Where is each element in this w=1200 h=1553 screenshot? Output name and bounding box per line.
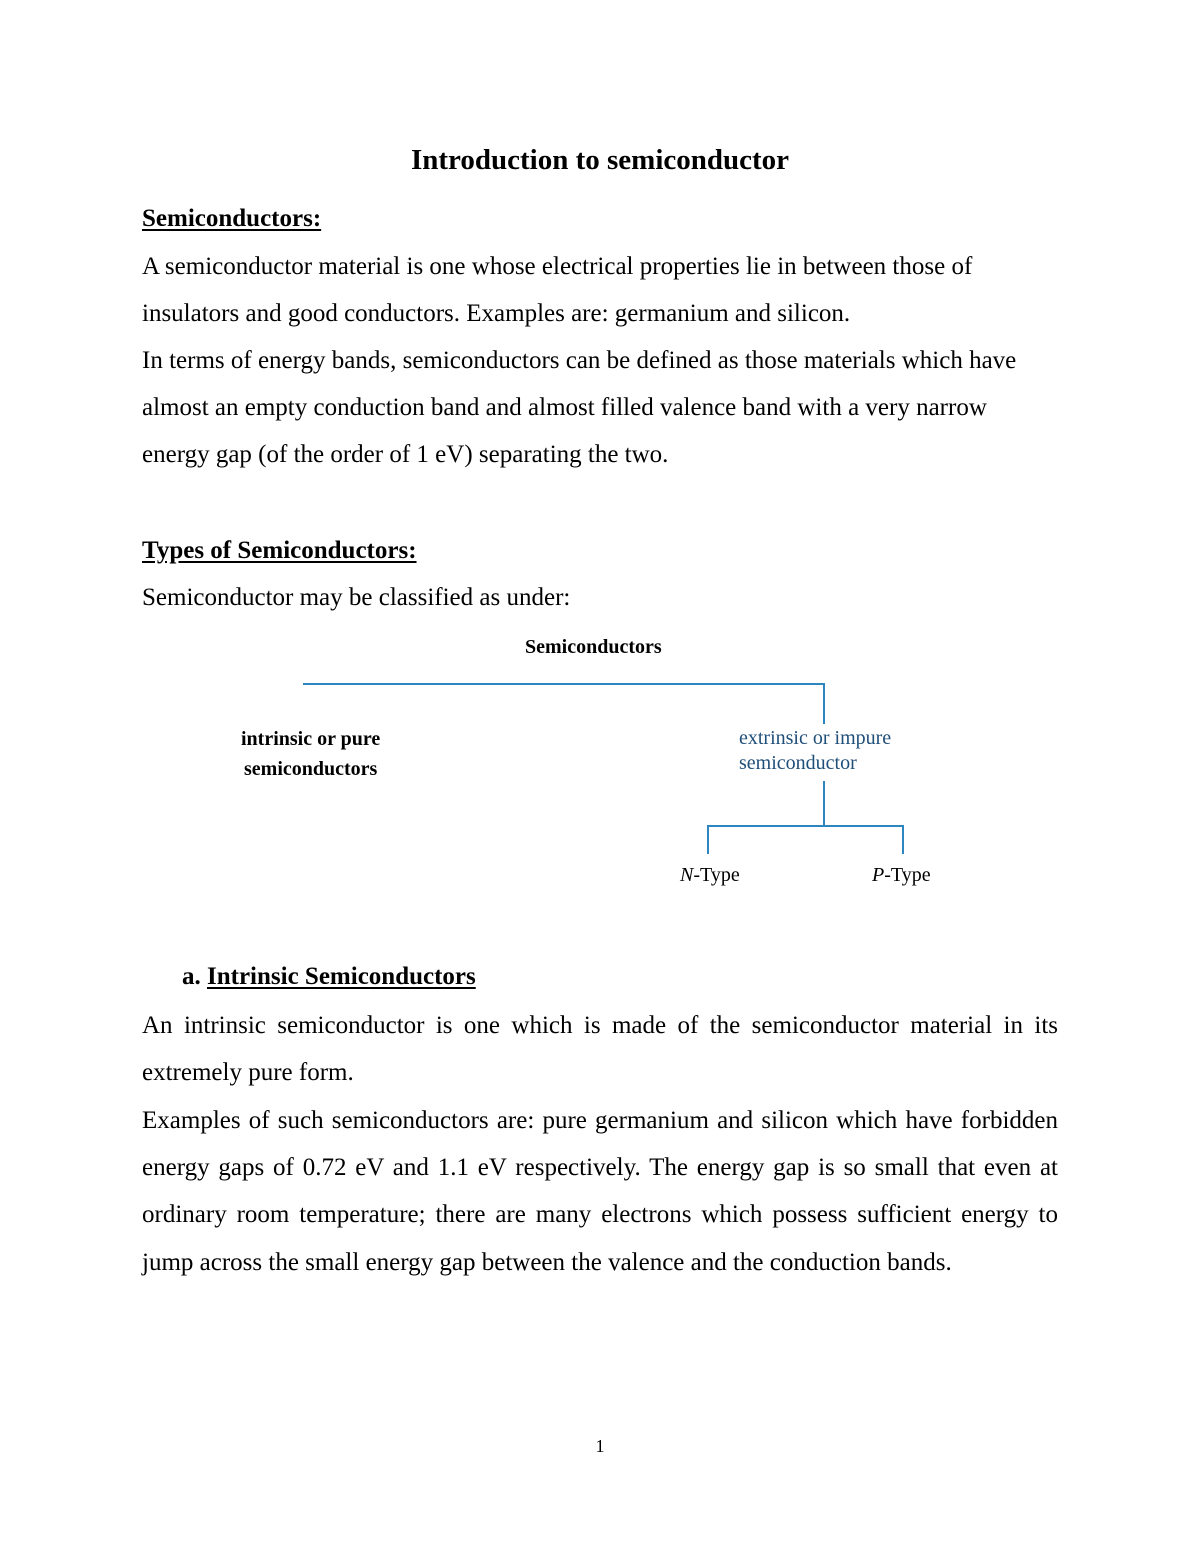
page-number: 1 (595, 1436, 605, 1456)
p-type-letter: P (872, 864, 885, 886)
subsection-heading-intrinsic (182, 960, 476, 994)
paragraph-classification-intro: Semiconductor may be classified as under: (142, 584, 571, 611)
paragraph-definition: A semiconductor material is one whose electrical properties lie in between those of insulators and good conductors. Examples are: germanium and silicon. (142, 253, 973, 328)
paragraph-energy-bands: In terms of energy bands, semiconductors can be defined as those materials which have almost an empty conduction band and almost filled valence band with a very narrow energy gap (of the order of 1 eV) separating the two. (142, 347, 1017, 469)
n-type-letter: N (680, 864, 694, 886)
subsection-title: Intrinsic Semiconductors (207, 963, 476, 990)
section-heading-types: Types of Semiconductors: (142, 537, 417, 564)
diagram-intrinsic-label-line1: intrinsic or pure (241, 728, 381, 750)
page-title: Introduction to semiconductor (410, 144, 790, 176)
diagram-extrinsic-label-line2: semiconductor (739, 752, 857, 774)
p-type-suffix: -Type (884, 864, 931, 886)
section-heading-semiconductors: Semiconductors: (142, 205, 322, 232)
diagram-extrinsic-label-line1: extrinsic or impure (739, 727, 892, 749)
subsection-marker: a. (182, 963, 201, 990)
n-type-suffix: -Type (693, 864, 740, 886)
diagram-p-type-label (872, 862, 931, 888)
paragraph-intrinsic-definition: An intrinsic semiconductor is one which is made of the semiconductor material in its extremely pure form. (142, 1012, 1058, 1087)
paragraph-intrinsic-examples: Examples of such semiconductors are: pure germanium and silicon which have forbidden energy gaps of 0.72 eV and 1.1 eV respectively. The energy gap is so small that even at ordinary room temperature; there are many electrons which possess sufficient energy to jump across the small energy gap between the valence and the conduction bands. (142, 1107, 1058, 1276)
diagram-n-type-label (680, 862, 740, 888)
diagram-intrinsic-label-line2: semiconductors (244, 758, 378, 780)
diagram-root-label: Semiconductors (525, 636, 662, 658)
